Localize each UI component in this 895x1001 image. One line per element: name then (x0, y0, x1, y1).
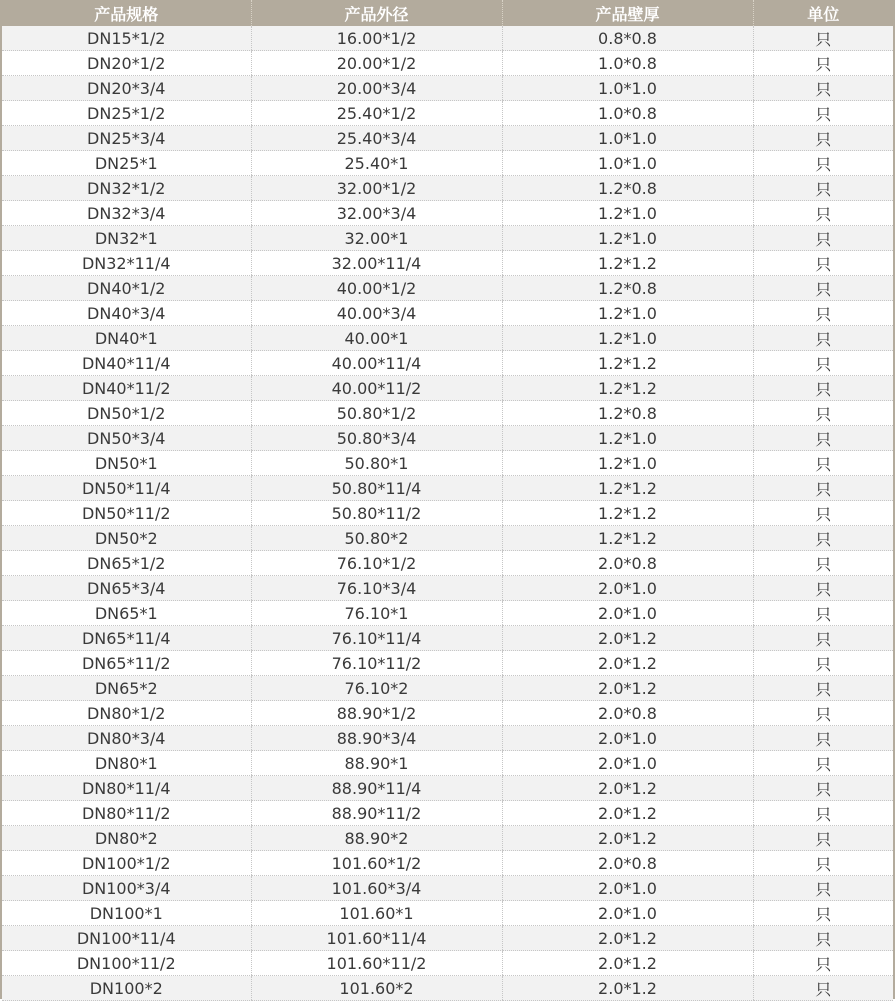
table-row (2, 376, 893, 401)
cell-spec: DN40*11/2 (2, 376, 251, 401)
cell-outer-diameter: 76.10*1/2 (251, 551, 502, 576)
header-spec: 产品规格 (2, 0, 251, 26)
cell-outer-diameter: 76.10*11/4 (251, 626, 502, 651)
cell-unit: 只 (753, 101, 893, 126)
cell-wall-thickness: 1.2*1.2 (502, 376, 753, 401)
cell-outer-diameter: 50.80*2 (251, 526, 502, 551)
table-row (2, 876, 893, 901)
cell-wall-thickness: 1.2*1.0 (502, 226, 753, 251)
cell-wall-thickness: 2.0*1.2 (502, 626, 753, 651)
cell-unit: 只 (753, 176, 893, 201)
cell-unit: 只 (753, 551, 893, 576)
cell-spec: DN80*11/2 (2, 801, 251, 826)
table-row (2, 451, 893, 476)
cell-wall-thickness: 0.8*0.8 (502, 26, 753, 51)
cell-spec: DN40*1/2 (2, 276, 251, 301)
cell-spec: DN32*1 (2, 226, 251, 251)
cell-unit: 只 (753, 351, 893, 376)
table-row (2, 576, 893, 601)
cell-unit: 只 (753, 826, 893, 851)
cell-outer-diameter: 50.80*11/2 (251, 501, 502, 526)
cell-outer-diameter: 40.00*11/4 (251, 351, 502, 376)
cell-unit: 只 (753, 851, 893, 876)
cell-wall-thickness: 1.0*1.0 (502, 126, 753, 151)
cell-unit: 只 (753, 76, 893, 101)
cell-outer-diameter: 88.90*3/4 (251, 726, 502, 751)
cell-spec: DN20*1/2 (2, 51, 251, 76)
cell-outer-diameter: 25.40*1/2 (251, 101, 502, 126)
table-row (2, 76, 893, 101)
cell-wall-thickness: 1.0*1.0 (502, 151, 753, 176)
cell-wall-thickness: 1.2*1.0 (502, 326, 753, 351)
cell-wall-thickness: 1.0*0.8 (502, 51, 753, 76)
cell-wall-thickness: 2.0*1.2 (502, 826, 753, 851)
cell-unit: 只 (753, 976, 893, 1001)
cell-spec: DN25*1/2 (2, 101, 251, 126)
cell-wall-thickness: 1.2*1.2 (502, 526, 753, 551)
cell-unit: 只 (753, 776, 893, 801)
product-spec-table (2, 0, 893, 1001)
cell-outer-diameter: 40.00*1 (251, 326, 502, 351)
cell-outer-diameter: 88.90*2 (251, 826, 502, 851)
cell-unit: 只 (753, 676, 893, 701)
cell-unit: 只 (753, 626, 893, 651)
table-row (2, 601, 893, 626)
cell-wall-thickness: 1.2*0.8 (502, 176, 753, 201)
cell-spec: DN40*3/4 (2, 301, 251, 326)
cell-unit: 只 (753, 801, 893, 826)
cell-outer-diameter: 101.60*1/2 (251, 851, 502, 876)
cell-spec: DN20*3/4 (2, 76, 251, 101)
cell-unit: 只 (753, 951, 893, 976)
cell-unit: 只 (753, 701, 893, 726)
cell-spec: DN80*2 (2, 826, 251, 851)
cell-wall-thickness: 2.0*1.2 (502, 676, 753, 701)
cell-outer-diameter: 32.00*3/4 (251, 201, 502, 226)
cell-outer-diameter: 101.60*1 (251, 901, 502, 926)
cell-spec: DN100*11/4 (2, 926, 251, 951)
cell-unit: 只 (753, 151, 893, 176)
cell-unit: 只 (753, 301, 893, 326)
table-row (2, 226, 893, 251)
cell-outer-diameter: 101.60*11/4 (251, 926, 502, 951)
cell-wall-thickness: 1.2*1.2 (502, 476, 753, 501)
cell-outer-diameter: 40.00*11/2 (251, 376, 502, 401)
cell-outer-diameter: 50.80*11/4 (251, 476, 502, 501)
cell-outer-diameter: 88.90*1/2 (251, 701, 502, 726)
cell-spec: DN100*2 (2, 976, 251, 1001)
cell-outer-diameter: 20.00*1/2 (251, 51, 502, 76)
cell-unit: 只 (753, 576, 893, 601)
cell-wall-thickness: 2.0*1.2 (502, 651, 753, 676)
cell-unit: 只 (753, 526, 893, 551)
cell-spec: DN80*11/4 (2, 776, 251, 801)
cell-outer-diameter: 20.00*3/4 (251, 76, 502, 101)
cell-spec: DN65*1 (2, 601, 251, 626)
cell-spec: DN80*1/2 (2, 701, 251, 726)
cell-spec: DN32*1/2 (2, 176, 251, 201)
table-row (2, 651, 893, 676)
cell-spec: DN40*11/4 (2, 351, 251, 376)
cell-unit: 只 (753, 601, 893, 626)
table-row (2, 701, 893, 726)
table-row (2, 326, 893, 351)
table-row (2, 926, 893, 951)
cell-wall-thickness: 1.2*0.8 (502, 276, 753, 301)
cell-wall-thickness: 2.0*1.2 (502, 976, 753, 1001)
header-wall-thickness: 产品壁厚 (502, 0, 753, 26)
table-row (2, 801, 893, 826)
cell-spec: DN40*1 (2, 326, 251, 351)
cell-unit: 只 (753, 476, 893, 501)
table-row (2, 976, 893, 1001)
cell-wall-thickness: 2.0*0.8 (502, 701, 753, 726)
table-row (2, 351, 893, 376)
cell-unit: 只 (753, 401, 893, 426)
table-row (2, 751, 893, 776)
cell-spec: DN80*3/4 (2, 726, 251, 751)
cell-unit: 只 (753, 326, 893, 351)
cell-spec: DN50*11/4 (2, 476, 251, 501)
cell-wall-thickness: 2.0*1.2 (502, 776, 753, 801)
table-row (2, 51, 893, 76)
cell-outer-diameter: 88.90*1 (251, 751, 502, 776)
cell-unit: 只 (753, 226, 893, 251)
cell-unit: 只 (753, 651, 893, 676)
cell-wall-thickness: 2.0*1.2 (502, 951, 753, 976)
cell-spec: DN15*1/2 (2, 26, 251, 51)
cell-outer-diameter: 101.60*3/4 (251, 876, 502, 901)
table-row (2, 26, 893, 51)
cell-wall-thickness: 2.0*1.0 (502, 601, 753, 626)
cell-unit: 只 (753, 426, 893, 451)
cell-unit: 只 (753, 126, 893, 151)
cell-spec: DN100*3/4 (2, 876, 251, 901)
cell-outer-diameter: 25.40*1 (251, 151, 502, 176)
cell-wall-thickness: 1.2*1.2 (502, 501, 753, 526)
cell-unit: 只 (753, 276, 893, 301)
table-row (2, 851, 893, 876)
table-row (2, 676, 893, 701)
table-row (2, 826, 893, 851)
cell-wall-thickness: 1.2*1.0 (502, 301, 753, 326)
cell-wall-thickness: 2.0*1.0 (502, 876, 753, 901)
cell-outer-diameter: 40.00*3/4 (251, 301, 502, 326)
cell-outer-diameter: 76.10*2 (251, 676, 502, 701)
cell-spec: DN50*1/2 (2, 401, 251, 426)
cell-outer-diameter: 76.10*11/2 (251, 651, 502, 676)
cell-wall-thickness: 1.0*0.8 (502, 101, 753, 126)
cell-wall-thickness: 2.0*1.0 (502, 726, 753, 751)
cell-outer-diameter: 40.00*1/2 (251, 276, 502, 301)
cell-wall-thickness: 1.0*1.0 (502, 76, 753, 101)
cell-unit: 只 (753, 751, 893, 776)
cell-unit: 只 (753, 201, 893, 226)
table-row (2, 776, 893, 801)
table-row (2, 901, 893, 926)
cell-spec: DN65*2 (2, 676, 251, 701)
cell-outer-diameter: 50.80*1 (251, 451, 502, 476)
cell-outer-diameter: 88.90*11/2 (251, 801, 502, 826)
cell-spec: DN25*1 (2, 151, 251, 176)
cell-outer-diameter: 16.00*1/2 (251, 26, 502, 51)
cell-spec: DN50*11/2 (2, 501, 251, 526)
table-row (2, 626, 893, 651)
header-row (2, 0, 893, 26)
table-row (2, 426, 893, 451)
cell-wall-thickness: 2.0*1.0 (502, 576, 753, 601)
cell-unit: 只 (753, 251, 893, 276)
cell-outer-diameter: 32.00*1/2 (251, 176, 502, 201)
table-row (2, 201, 893, 226)
cell-wall-thickness: 1.2*1.2 (502, 351, 753, 376)
table-body (2, 26, 893, 1001)
cell-wall-thickness: 1.2*1.0 (502, 426, 753, 451)
cell-outer-diameter: 76.10*1 (251, 601, 502, 626)
cell-outer-diameter: 101.60*11/2 (251, 951, 502, 976)
cell-spec: DN100*11/2 (2, 951, 251, 976)
cell-unit: 只 (753, 901, 893, 926)
cell-outer-diameter: 88.90*11/4 (251, 776, 502, 801)
cell-unit: 只 (753, 726, 893, 751)
cell-wall-thickness: 1.2*1.2 (502, 251, 753, 276)
cell-spec: DN65*11/4 (2, 626, 251, 651)
cell-wall-thickness: 2.0*1.0 (502, 901, 753, 926)
header-outer-diameter: 产品外径 (251, 0, 502, 26)
header-unit: 单位 (753, 0, 893, 26)
cell-wall-thickness: 1.2*1.0 (502, 201, 753, 226)
table-row (2, 726, 893, 751)
cell-wall-thickness: 2.0*0.8 (502, 551, 753, 576)
cell-spec: DN100*1/2 (2, 851, 251, 876)
cell-unit: 只 (753, 501, 893, 526)
table-row (2, 476, 893, 501)
cell-outer-diameter: 50.80*3/4 (251, 426, 502, 451)
table-row (2, 401, 893, 426)
cell-unit: 只 (753, 451, 893, 476)
table-row (2, 301, 893, 326)
cell-spec: DN50*1 (2, 451, 251, 476)
cell-outer-diameter: 25.40*3/4 (251, 126, 502, 151)
cell-spec: DN32*3/4 (2, 201, 251, 226)
table-row (2, 176, 893, 201)
cell-spec: DN100*1 (2, 901, 251, 926)
cell-wall-thickness: 2.0*1.2 (502, 801, 753, 826)
cell-unit: 只 (753, 51, 893, 76)
table-row (2, 101, 893, 126)
table-row (2, 551, 893, 576)
cell-wall-thickness: 2.0*0.8 (502, 851, 753, 876)
table-row (2, 126, 893, 151)
cell-spec: DN65*3/4 (2, 576, 251, 601)
table-row (2, 151, 893, 176)
cell-unit: 只 (753, 926, 893, 951)
table-row (2, 501, 893, 526)
cell-spec: DN32*11/4 (2, 251, 251, 276)
cell-outer-diameter: 32.00*1 (251, 226, 502, 251)
table-row (2, 951, 893, 976)
cell-unit: 只 (753, 376, 893, 401)
cell-spec: DN80*1 (2, 751, 251, 776)
cell-wall-thickness: 2.0*1.2 (502, 926, 753, 951)
cell-spec: DN65*11/2 (2, 651, 251, 676)
cell-spec: DN50*3/4 (2, 426, 251, 451)
cell-outer-diameter: 32.00*11/4 (251, 251, 502, 276)
cell-outer-diameter: 50.80*1/2 (251, 401, 502, 426)
cell-wall-thickness: 2.0*1.0 (502, 751, 753, 776)
cell-outer-diameter: 101.60*2 (251, 976, 502, 1001)
cell-unit: 只 (753, 26, 893, 51)
cell-spec: DN65*1/2 (2, 551, 251, 576)
cell-unit: 只 (753, 876, 893, 901)
table-row (2, 276, 893, 301)
cell-spec: DN50*2 (2, 526, 251, 551)
cell-outer-diameter: 76.10*3/4 (251, 576, 502, 601)
cell-wall-thickness: 1.2*1.0 (502, 451, 753, 476)
cell-wall-thickness: 1.2*0.8 (502, 401, 753, 426)
table-row (2, 526, 893, 551)
table-row (2, 251, 893, 276)
cell-spec: DN25*3/4 (2, 126, 251, 151)
